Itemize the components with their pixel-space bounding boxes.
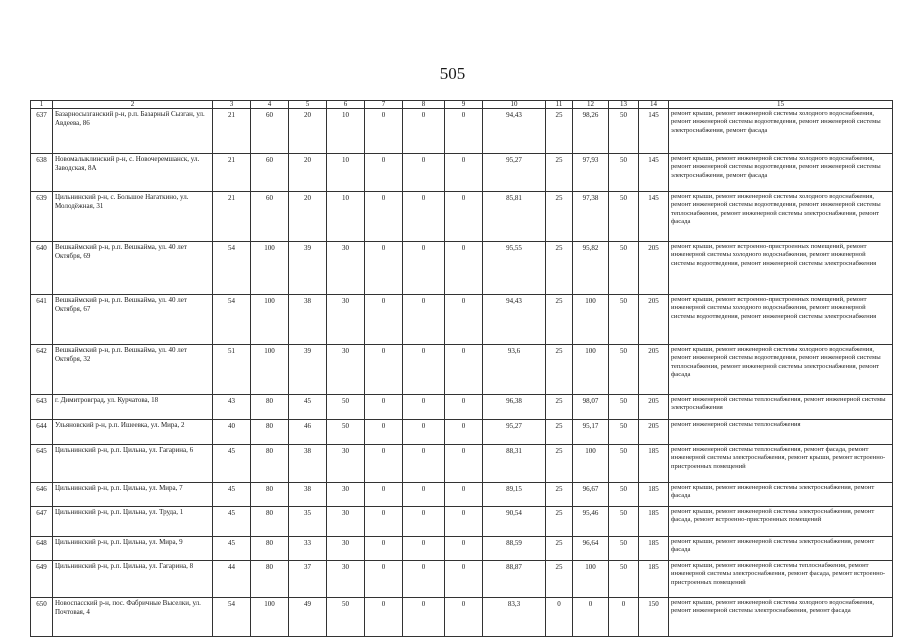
table-row [31,345,893,395]
column-header: 3 [213,101,251,109]
cell-value: 21 [213,154,251,192]
works-cell: ремонт инженерной системы теплоснабжения, ремонт инженерной системы электроснабжения [669,395,893,420]
cell-value: 0 [403,295,445,345]
cell-value: 0 [445,537,483,561]
cell-value: 45 [213,483,251,507]
column-header: 9 [445,101,483,109]
cell-value: 0 [445,242,483,295]
cell-value: 100 [251,598,289,637]
cell-value: 95,17 [573,420,609,445]
works-cell: ремонт крыши, ремонт инженерной системы электроснабжения, ремонт фасада [669,537,893,561]
cell-value: 0 [403,561,445,598]
column-header: 11 [546,101,573,109]
cell-value: 185 [639,561,669,598]
cell-value: 96,64 [573,537,609,561]
works-cell: ремонт крыши, ремонт инженерной системы холодного водоснабжения, ремонт инженерной системы электроснабжения, ремонт фасада [669,598,893,637]
cell-value: 185 [639,483,669,507]
cell-value: 205 [639,242,669,295]
cell-value: 50 [609,507,639,537]
cell-value: 88,59 [483,537,546,561]
works-cell: ремонт крыши, ремонт инженерной системы электроснабжения, ремонт фасада, ремонт встроенно-пристроенных помещений [669,507,893,537]
cell-value: 98,07 [573,395,609,420]
header-row [31,101,893,109]
cell-value: 0 [365,295,403,345]
cell-value: 35 [289,507,327,537]
cell-value: 0 [403,395,445,420]
cell-value: 45 [213,445,251,483]
cell-value: 0 [365,537,403,561]
cell-value: 45 [213,537,251,561]
table-row [31,192,893,242]
cell-value: 100 [573,561,609,598]
cell-value: 60 [251,154,289,192]
row-number: 643 [31,395,53,420]
cell-value: 20 [289,154,327,192]
cell-value: 150 [639,598,669,637]
row-number: 640 [31,242,53,295]
cell-value: 96,38 [483,395,546,420]
table-row [31,507,893,537]
cell-value: 25 [546,345,573,395]
cell-value: 0 [365,483,403,507]
address-cell: Цильнинский р-н, р.п. Цильна, ул. Мира, 9 [53,537,213,561]
cell-value: 21 [213,109,251,154]
cell-value: 60 [251,192,289,242]
cell-value: 25 [546,483,573,507]
cell-value: 80 [251,420,289,445]
table-row [31,109,893,154]
works-cell: ремонт крыши, ремонт инженерной системы теплоснабжения, ремонт инженерной системы электроснабжения, ремонт фасада, ремонт встроенно-пристроенных помещений [669,561,893,598]
cell-value: 54 [213,295,251,345]
cell-value: 10 [327,154,365,192]
address-cell: г. Димитровград, ул. Курчатова, 18 [53,395,213,420]
works-cell: ремонт крыши, ремонт встроенно-пристроенных помещений, ремонт инженерной системы холодного водоснабжения, ремонт инженерной системы водоотведения, ремонт инженерной системы электроснабжения [669,242,893,295]
address-cell: Ульяновский р-н, р.п. Ишеевка, ул. Мира, 2 [53,420,213,445]
cell-value: 145 [639,192,669,242]
works-cell: ремонт крыши, ремонт инженерной системы холодного водоснабжения, ремонт инженерной системы водоотведения, ремонт инженерной системы электроснабжения, ремонт фасада [669,109,893,154]
cell-value: 0 [365,561,403,598]
cell-value: 50 [609,109,639,154]
cell-value: 50 [609,420,639,445]
row-number: 645 [31,445,53,483]
cell-value: 25 [546,420,573,445]
cell-value: 0 [445,345,483,395]
row-number: 648 [31,537,53,561]
cell-value: 0 [365,192,403,242]
row-number: 639 [31,192,53,242]
cell-value: 90,54 [483,507,546,537]
row-number: 644 [31,420,53,445]
cell-value: 25 [546,109,573,154]
cell-value: 50 [609,483,639,507]
cell-value: 83,3 [483,598,546,637]
cell-value: 25 [546,445,573,483]
cell-value: 50 [609,561,639,598]
cell-value: 44 [213,561,251,598]
cell-value: 25 [546,192,573,242]
cell-value: 50 [327,598,365,637]
row-number: 650 [31,598,53,637]
address-cell: Новоспасский р-н, пос. Фабричные Выселки, ул. Почтовая, 4 [53,598,213,637]
cell-value: 30 [327,561,365,598]
column-header: 2 [53,101,213,109]
cell-value: 0 [445,154,483,192]
table-row [31,154,893,192]
cell-value: 88,31 [483,445,546,483]
cell-value: 30 [327,445,365,483]
cell-value: 46 [289,420,327,445]
cell-value: 145 [639,154,669,192]
cell-value: 100 [251,295,289,345]
cell-value: 98,26 [573,109,609,154]
cell-value: 30 [327,537,365,561]
cell-value: 95,55 [483,242,546,295]
column-header: 7 [365,101,403,109]
cell-value: 0 [445,561,483,598]
column-header: 10 [483,101,546,109]
cell-value: 97,93 [573,154,609,192]
address-cell: Цильнинский р-н, с. Большое Нагаткино, ул. Молодёжная, 31 [53,192,213,242]
cell-value: 50 [609,395,639,420]
cell-value: 10 [327,192,365,242]
cell-value: 54 [213,242,251,295]
cell-value: 97,38 [573,192,609,242]
address-cell: Базарносызганский р-н, р.п. Базарный Сызган, ул. Авдеева, 86 [53,109,213,154]
cell-value: 0 [445,109,483,154]
cell-value: 30 [327,345,365,395]
cell-value: 38 [289,445,327,483]
row-number: 642 [31,345,53,395]
column-header: 5 [289,101,327,109]
cell-value: 0 [403,242,445,295]
row-number: 646 [31,483,53,507]
cell-value: 43 [213,395,251,420]
cell-value: 37 [289,561,327,598]
cell-value: 0 [445,507,483,537]
row-number: 649 [31,561,53,598]
row-number: 647 [31,507,53,537]
cell-value: 0 [365,395,403,420]
table-row [31,395,893,420]
cell-value: 94,43 [483,295,546,345]
cell-value: 30 [327,507,365,537]
cell-value: 0 [365,345,403,395]
cell-value: 88,87 [483,561,546,598]
works-cell: ремонт инженерной системы теплоснабжения, ремонт фасада, ремонт инженерной системы электроснабжения, ремонт крыши, ремонт встроенно-пристроенных помещений [669,445,893,483]
cell-value: 0 [365,598,403,637]
table-row [31,445,893,483]
row-number: 641 [31,295,53,345]
cell-value: 40 [213,420,251,445]
cell-value: 0 [445,598,483,637]
cell-value: 50 [609,445,639,483]
cell-value: 80 [251,537,289,561]
cell-value: 0 [365,154,403,192]
cell-value: 39 [289,242,327,295]
cell-value: 95,27 [483,154,546,192]
cell-value: 45 [213,507,251,537]
cell-value: 205 [639,420,669,445]
cell-value: 80 [251,483,289,507]
cell-value: 25 [546,242,573,295]
table-row [31,242,893,295]
cell-value: 0 [365,420,403,445]
cell-value: 25 [546,295,573,345]
column-header: 15 [669,101,893,109]
cell-value: 0 [573,598,609,637]
cell-value: 50 [327,420,365,445]
cell-value: 0 [403,109,445,154]
cell-value: 0 [403,483,445,507]
address-cell: Цильнинский р-н, р.п. Цильна, ул. Мира, 7 [53,483,213,507]
table-row [31,483,893,507]
cell-value: 50 [609,537,639,561]
cell-value: 89,15 [483,483,546,507]
cell-value: 21 [213,192,251,242]
table-row [31,295,893,345]
cell-value: 185 [639,537,669,561]
cell-value: 96,67 [573,483,609,507]
row-number: 638 [31,154,53,192]
cell-value: 0 [365,507,403,537]
cell-value: 95,82 [573,242,609,295]
cell-value: 33 [289,537,327,561]
works-cell: ремонт крыши, ремонт инженерной системы холодного водоснабжения, ремонт инженерной системы водоотведения, ремонт инженерной системы электроснабжения, ремонт фасада [669,154,893,192]
cell-value: 95,27 [483,420,546,445]
cell-value: 0 [403,345,445,395]
cell-value: 100 [573,295,609,345]
cell-value: 80 [251,395,289,420]
table-row [31,420,893,445]
cell-value: 0 [445,445,483,483]
cell-value: 39 [289,345,327,395]
cell-value: 49 [289,598,327,637]
row-number: 637 [31,109,53,154]
cell-value: 0 [365,242,403,295]
works-cell: ремонт крыши, ремонт встроенно-пристроенных помещений, ремонт инженерной системы холодного водоснабжения, ремонт инженерной системы водоотведения, ремонт инженерной системы электроснабжения [669,295,893,345]
cell-value: 205 [639,295,669,345]
cell-value: 185 [639,507,669,537]
cell-value: 0 [403,192,445,242]
cell-value: 0 [609,598,639,637]
column-header: 8 [403,101,445,109]
address-cell: Вешкаймский р-н, р.п. Вешкайма, ул. 40 лет Октября, 69 [53,242,213,295]
cell-value: 0 [403,507,445,537]
column-header: 14 [639,101,669,109]
cell-value: 0 [403,420,445,445]
cell-value: 0 [445,295,483,345]
column-header: 4 [251,101,289,109]
cell-value: 93,6 [483,345,546,395]
works-cell: ремонт крыши, ремонт инженерной системы холодного водоснабжения, ремонт инженерной системы водоотведения, ремонт инженерной системы теплоснабжения, ремонт инженерной системы электроснабжения, ремонт фасада [669,345,893,395]
cell-value: 38 [289,295,327,345]
cell-value: 100 [251,345,289,395]
cell-value: 0 [365,445,403,483]
cell-value: 80 [251,507,289,537]
table-row [31,598,893,637]
cell-value: 25 [546,154,573,192]
cell-value: 10 [327,109,365,154]
cell-value: 205 [639,345,669,395]
column-header: 13 [609,101,639,109]
table-row [31,537,893,561]
cell-value: 0 [445,420,483,445]
cell-value: 0 [445,192,483,242]
cell-value: 38 [289,483,327,507]
cell-value: 20 [289,192,327,242]
address-cell: Цильнинский р-н, р.п. Цильна, ул. Гагарина, 8 [53,561,213,598]
cell-value: 50 [609,154,639,192]
cell-value: 25 [546,561,573,598]
cell-value: 0 [403,445,445,483]
cell-value: 51 [213,345,251,395]
address-cell: Вешкаймский р-н, р.п. Вешкайма, ул. 40 лет Октября, 67 [53,295,213,345]
cell-value: 25 [546,507,573,537]
cell-value: 30 [327,295,365,345]
cell-value: 80 [251,445,289,483]
cell-value: 145 [639,109,669,154]
cell-value: 30 [327,483,365,507]
cell-value: 60 [251,109,289,154]
address-cell: Цильнинский р-н, р.п. Цильна, ул. Труда, 1 [53,507,213,537]
cell-value: 85,81 [483,192,546,242]
cell-value: 0 [546,598,573,637]
table-row [31,561,893,598]
works-cell: ремонт инженерной системы теплоснабжения [669,420,893,445]
cell-value: 0 [365,109,403,154]
cell-value: 95,46 [573,507,609,537]
cell-value: 25 [546,395,573,420]
cell-value: 50 [609,295,639,345]
cell-value: 100 [251,242,289,295]
works-cell: ремонт крыши, ремонт инженерной системы электроснабжения, ремонт фасада [669,483,893,507]
column-header: 6 [327,101,365,109]
cell-value: 0 [445,483,483,507]
cell-value: 0 [403,537,445,561]
cell-value: 50 [327,395,365,420]
cell-value: 100 [573,345,609,395]
cell-value: 50 [609,242,639,295]
cell-value: 50 [609,192,639,242]
cell-value: 45 [289,395,327,420]
address-cell: Вешкаймский р-н, р.п. Вешкайма, ул. 40 лет Октября, 32 [53,345,213,395]
cell-value: 205 [639,395,669,420]
cell-value: 20 [289,109,327,154]
cell-value: 80 [251,561,289,598]
page-number: 505 [439,64,466,83]
works-cell: ремонт крыши, ремонт инженерной системы холодного водоснабжения, ремонт инженерной системы водоотведения, ремонт инженерной системы теплоснабжения, ремонт инженерной системы электроснабжения, ремонт фасада [669,192,893,242]
cell-value: 185 [639,445,669,483]
cell-value: 94,43 [483,109,546,154]
cell-value: 50 [609,345,639,395]
column-header: 1 [31,101,53,109]
cell-value: 54 [213,598,251,637]
repair-program-table [30,100,893,637]
column-header: 12 [573,101,609,109]
cell-value: 30 [327,242,365,295]
address-cell: Цильнинский р-н, р.п. Цильна, ул. Гагарина, 6 [53,445,213,483]
address-cell: Новомалыклинский р-н, с. Новочеремшанск, ул. Заводская, 8А [53,154,213,192]
cell-value: 0 [403,598,445,637]
cell-value: 0 [445,395,483,420]
cell-value: 0 [403,154,445,192]
cell-value: 100 [573,445,609,483]
cell-value: 25 [546,537,573,561]
